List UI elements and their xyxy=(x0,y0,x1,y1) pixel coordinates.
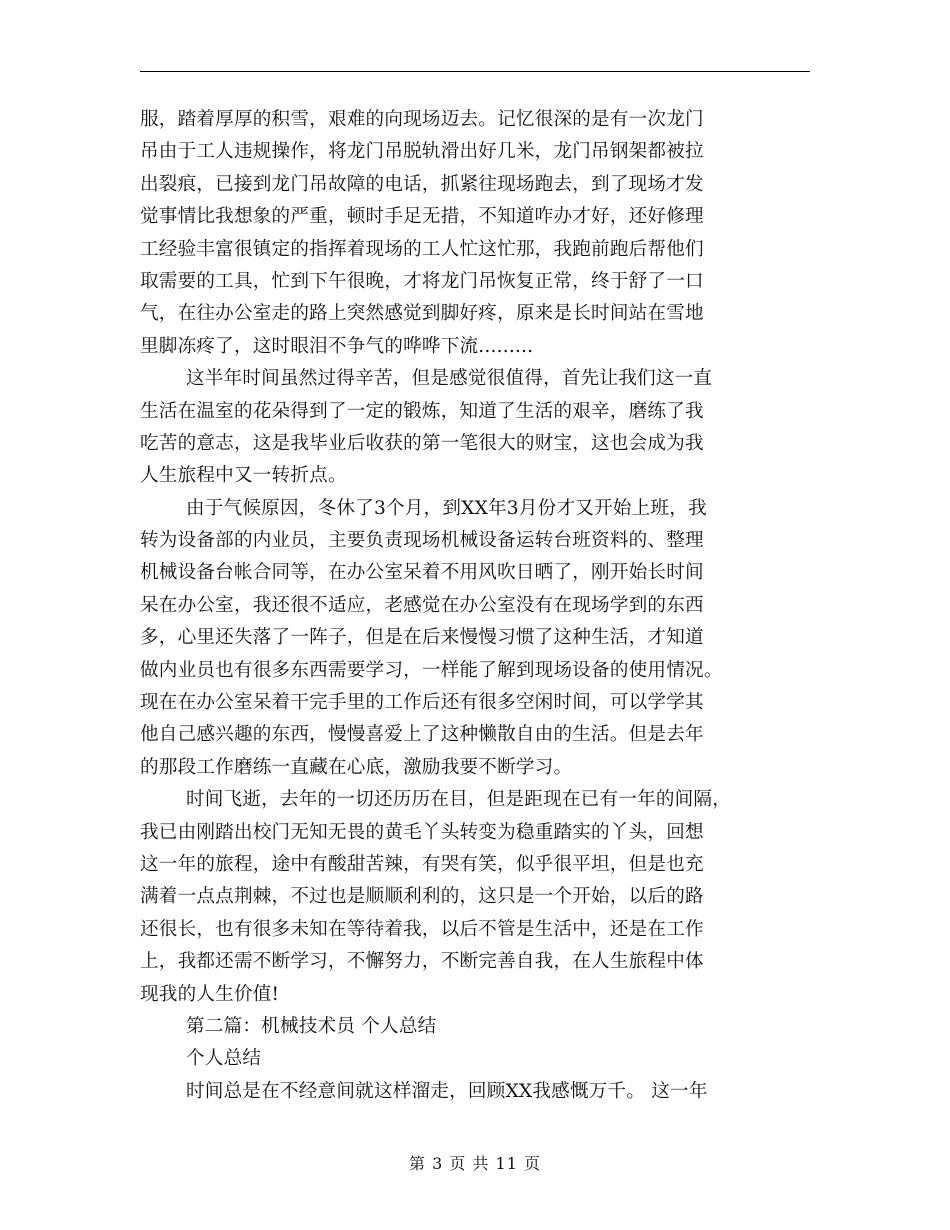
text-line: 觉事情比我想象的严重，顿时手足无措，不知道咋办才好，还好修理 xyxy=(140,206,704,228)
text-line: 多，心里还失落了一阵子，但是在后来慢慢习惯了这种生活，才知道 xyxy=(140,627,704,649)
page-footer: 第 3 页 共 11 页 xyxy=(409,1154,541,1173)
text-line: 转为设备部的内业员，主要负责现场机械设备运转台班资料的、整理 xyxy=(140,530,704,552)
text-line: 满着一点点荆棘，不过也是顺顺利利的，这只是一个开始，以后的路 xyxy=(140,886,704,908)
text-line: 生活在温室的花朵得到了一定的锻炼，知道了生活的艰辛，磨练了我 xyxy=(140,400,704,422)
text-line: 的那段工作磨练一直藏在心底，激励我要不断学习。 xyxy=(140,756,573,778)
text-line: 现我的人生价值! xyxy=(140,983,280,1005)
text-line: 这半年时间虽然过得辛苦，但是感觉很值得，首先让我们这一直 xyxy=(186,368,713,390)
text-line: 这一年的旅程，途中有酸甜苦辣，有哭有笑，似乎很平坦，但是也充 xyxy=(140,853,704,875)
text-line: 现在在办公室呆着干完手里的工作后还有很多空闲时间，可以学学其 xyxy=(140,692,704,714)
text-line: 出裂痕，已接到龙门吊故障的电话，抓紧往现场跑去，到了现场才发 xyxy=(140,173,704,195)
text-line: 人生旅程中又一转折点。 xyxy=(140,465,347,487)
text-line: 吃苦的意志，这是我毕业后收获的第一笔很大的财宝，这也会成为我 xyxy=(140,432,704,454)
text-line: 取需要的工具，忙到下午很晚，才将龙门吊恢复正常，终于舒了一口 xyxy=(140,270,704,292)
text-line: 做内业员也有很多东西需要学习，一样能了解到现场设备的使用情况。 xyxy=(140,659,723,681)
text-line: 呆在办公室，我还很不适应，老感觉在办公室没有在现场学到的东西 xyxy=(140,594,704,616)
text-line: 他自己感兴趣的东西，慢慢喜爱上了这种懒散自由的生活。但是去年 xyxy=(140,724,704,746)
text-line: 里脚冻疼了，这时眼泪不争气的哗哗下流......... xyxy=(140,335,534,357)
text-line: 时间飞逝，去年的一切还历历在目，但是距现在已有一年的间隔， xyxy=(186,789,732,811)
header-rule xyxy=(140,71,810,72)
text-line: 时间总是在不经意间就这样溜走，回顾XX我感慨万千。 这一年 xyxy=(186,1080,708,1102)
text-line: 我已由刚踏出校门无知无畏的黄毛丫头转变为稳重踏实的丫头，回想 xyxy=(140,821,704,843)
text-line: 由于气候原因，冬休了3个月，到XX年3月份才又开始上班，我 xyxy=(186,497,707,519)
text-line: 服，踏着厚厚的积雪，艰难的向现场迈去。记忆很深的是有一次龙门 xyxy=(140,109,704,130)
text-line: 工经验丰富很镇定的指挥着现场的工人忙这忙那，我跑前跑后帮他们 xyxy=(140,238,704,260)
text-line: 还很长，也有很多未知在等待着我，以后不管是生活中，还是在工作 xyxy=(140,918,704,940)
text-line: 吊由于工人违规操作，将龙门吊脱轨滑出好几米，龙门吊钢架都被拉 xyxy=(140,141,704,163)
document-body xyxy=(140,104,810,1108)
text-line: 机械设备台帐合同等，在办公室呆着不用风吹日晒了，刚开始长时间 xyxy=(140,562,704,584)
text-line: 上，我都还需不断学习，不懈努力，不断完善自我，在人生旅程中体 xyxy=(140,951,704,973)
text-line: 个人总结 xyxy=(186,1048,262,1070)
text-line: 气，在往办公室走的路上突然感觉到脚好疼，原来是长时间站在雪地 xyxy=(140,303,704,325)
text-line: 第二篇：机械技术员 个人总结 xyxy=(186,1015,437,1037)
